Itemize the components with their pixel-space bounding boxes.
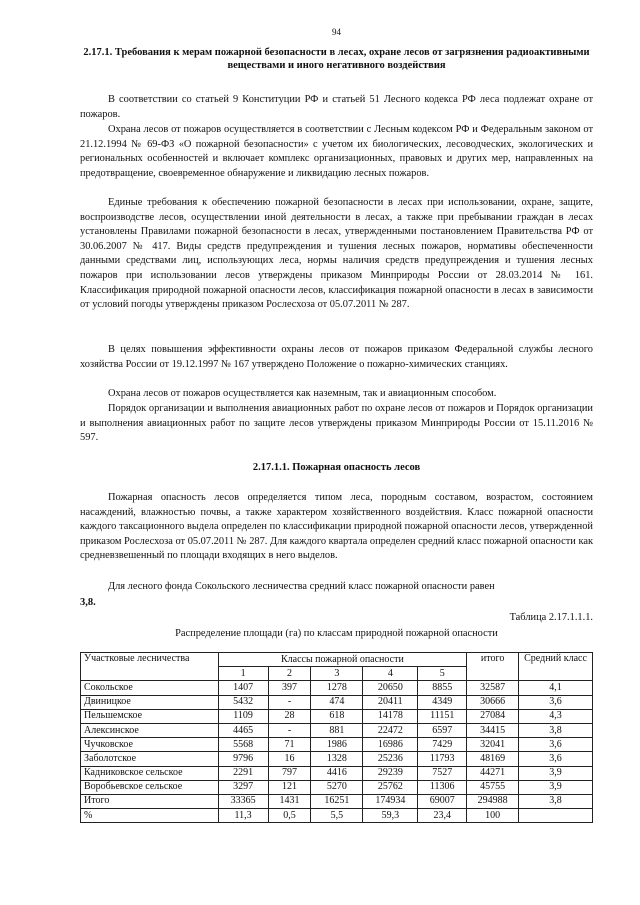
cell-class-3: 5270	[311, 780, 363, 794]
cell-average: 3,9	[519, 780, 593, 794]
cell-class-2: 397	[268, 681, 311, 695]
cell-class-4: 14178	[363, 709, 418, 723]
cell-class-1: 1109	[218, 709, 268, 723]
cell-class-2: 121	[268, 780, 311, 794]
cell-class-1: 11,3	[218, 809, 268, 823]
table-row	[81, 695, 593, 709]
cell-class-3: 474	[311, 695, 363, 709]
cell-class-5: 4349	[418, 695, 467, 709]
cell-class-5: 11306	[418, 780, 467, 794]
cell-class-4: 20411	[363, 695, 418, 709]
paragraph-1: В соответствии со статьей 9 Конституции РФ и статьей 51 Лесного кодекса РФ леса подлежат охране от пожаров.	[80, 94, 593, 120]
cell-class-2: 71	[268, 738, 311, 752]
cell-class-3: 16251	[311, 794, 363, 808]
cell-total: 30666	[467, 695, 519, 709]
row-name: Итого	[81, 794, 219, 808]
cell-average: 3,9	[519, 766, 593, 780]
cell-class-4: 16986	[363, 738, 418, 752]
cell-average: 3,6	[519, 738, 593, 752]
cell-class-2: 0,5	[268, 809, 311, 823]
cell-class-2: -	[268, 695, 311, 709]
cell-total: 48169	[467, 752, 519, 766]
cell-class-1: 9796	[218, 752, 268, 766]
header-class-2: 2	[268, 667, 311, 681]
cell-class-2: 797	[268, 766, 311, 780]
cell-class-5: 23,4	[418, 809, 467, 823]
cell-average: 4,3	[519, 709, 593, 723]
cell-class-4: 29239	[363, 766, 418, 780]
cell-total: 32041	[467, 738, 519, 752]
cell-class-5: 11151	[418, 709, 467, 723]
row-name: Заболотское	[81, 752, 219, 766]
header-class-3: 3	[311, 667, 363, 681]
cell-class-5: 69007	[418, 794, 467, 808]
average-class-value: 3,8.	[80, 597, 96, 608]
cell-total: 294988	[467, 794, 519, 808]
cell-class-5: 7429	[418, 738, 467, 752]
page-number: 94	[332, 27, 341, 37]
header-class-4: 4	[363, 667, 418, 681]
percent-row	[81, 809, 593, 823]
cell-class-1: 5432	[218, 695, 268, 709]
total-row	[81, 794, 593, 808]
section-heading: 2.17.1. Требования к мерам пожарной безопасности в лесах, охране лесов от загрязнения радиоактивными веществами и иного негативного воздействия	[83, 47, 590, 71]
header-forestry: Участковые лесничества	[81, 653, 219, 681]
header-classes: Классы пожарной опасности	[218, 653, 467, 667]
cell-total: 45755	[467, 780, 519, 794]
table-row	[81, 752, 593, 766]
cell-class-3: 1986	[311, 738, 363, 752]
table-row	[81, 738, 593, 752]
cell-average: 3,6	[519, 752, 593, 766]
cell-class-5: 11793	[418, 752, 467, 766]
cell-class-4: 25762	[363, 780, 418, 794]
cell-class-2: 1431	[268, 794, 311, 808]
table-row	[81, 723, 593, 737]
table-row	[81, 780, 593, 794]
cell-class-1: 1407	[218, 681, 268, 695]
cell-class-4: 59,3	[363, 809, 418, 823]
cell-total: 34415	[467, 723, 519, 737]
cell-average: 3,6	[519, 695, 593, 709]
table-caption: Распределение площади (га) по классам природной пожарной опасности	[175, 628, 498, 639]
cell-total: 32587	[467, 681, 519, 695]
cell-average: 4,1	[519, 681, 593, 695]
cell-class-2: 28	[268, 709, 311, 723]
cell-class-1: 3297	[218, 780, 268, 794]
cell-average	[519, 809, 593, 823]
cell-average: 3,8	[519, 723, 593, 737]
paragraph-4: В целях повышения эффективности охраны лесов от пожаров приказом Федеральной службы лесного хозяйства России от 19.12.1997 № 167 утверждено Положение о пожарно-химических станциях.	[80, 344, 593, 370]
header-total: итого	[467, 653, 519, 681]
cell-class-2: 16	[268, 752, 311, 766]
cell-class-3: 618	[311, 709, 363, 723]
table-row	[81, 766, 593, 780]
cell-class-2: -	[268, 723, 311, 737]
paragraph-7: Пожарная опасность лесов определяется типом леса, породным составом, возрастом, состоянием насаждений, влажностью почвы, а также характером хозяйственного воздействия. Класс пожарной опасности каждого таксационного выдела определен по классификации природной пожарной опасности лесов, утвержденной приказом Рослесхоза от 05.07.2011 № 287. Для каждого квартала определен средний класс пожарной опасности как средневзвешенный по площади входящих в него выделов.	[80, 492, 593, 562]
cell-class-4: 20650	[363, 681, 418, 695]
cell-class-4: 174934	[363, 794, 418, 808]
cell-class-3: 1328	[311, 752, 363, 766]
subsection-heading: 2.17.1.1. Пожарная опасность лесов	[252, 462, 421, 473]
cell-class-1: 2291	[218, 766, 268, 780]
row-name: %	[81, 809, 219, 823]
cell-class-3: 881	[311, 723, 363, 737]
cell-class-1: 4465	[218, 723, 268, 737]
table-label: Таблица 2.17.1.1.1.	[509, 612, 593, 623]
row-name: Алексинское	[81, 723, 219, 737]
row-name: Пельшемское	[81, 709, 219, 723]
paragraph-3: Единые требования к обеспечению пожарной безопасности в лесах при использовании, охране, защите, воспроизводстве лесов, осуществлении иной деятельности в лесах, а также при пребывании граждан в лесах установлены Правилами пожарной безопасности в лесах, утвержденными постановлением Правительства РФ от 30.06.2007 № 417. Виды средств предупреждения и тушения лесных пожаров, нормативы обеспеченности данными средствами лиц, использующих леса, нормы наличия средств предупреждения и тушения лесных пожаров при использовании лесов утверждены приказом Минприроды России от 28.03.2014 № 161. Классификация природной пожарной опасности лесов, классификация пожарной опасности в лесах в зависимости от условий погоды утверждены приказом Рослесхоза от 05.07.2011 № 287.	[80, 197, 593, 311]
table-row	[81, 709, 593, 723]
cell-class-5: 8855	[418, 681, 467, 695]
row-name: Кадниковское сельское	[81, 766, 219, 780]
cell-class-1: 5568	[218, 738, 268, 752]
row-name: Воробьевское сельское	[81, 780, 219, 794]
row-name: Сокольское	[81, 681, 219, 695]
cell-class-5: 6597	[418, 723, 467, 737]
cell-class-3: 5,5	[311, 809, 363, 823]
cell-class-3: 1278	[311, 681, 363, 695]
paragraph-8: Для лесного фонда Сокольского лесничества средний класс пожарной опасности равен	[108, 581, 495, 592]
cell-average: 3,8	[519, 794, 593, 808]
fire-danger-table	[80, 652, 593, 823]
cell-class-3: 4416	[311, 766, 363, 780]
cell-total: 100	[467, 809, 519, 823]
row-name: Двиницкое	[81, 695, 219, 709]
paragraph-6: Порядок организации и выполнения авиационных работ по охране лесов от пожаров и Порядок организации и выполнения авиационных работ по защите лесов утверждены приказом Минприроды России от 15.11.2016 № 597.	[80, 403, 593, 444]
cell-class-4: 22472	[363, 723, 418, 737]
cell-total: 44271	[467, 766, 519, 780]
paragraph-2: Охрана лесов от пожаров осуществляется в соответствии с Лесным кодексом РФ и Федеральным законом от 21.12.1994 № 69-ФЗ «О пожарной безопасности» с учетом их биологических, лесоводческих, экологических и региональных особенностей и включает комплекс организационных, правовых и других мер, направленных на предотвращение, своевременное обнаружение и ликвидацию лесных пожаров.	[80, 124, 593, 179]
cell-class-1: 33365	[218, 794, 268, 808]
cell-class-4: 25236	[363, 752, 418, 766]
row-name: Чучковское	[81, 738, 219, 752]
paragraph-5: Охрана лесов от пожаров осуществляется как наземным, так и авиационным способом.	[108, 388, 497, 399]
header-average: Средний класс	[519, 653, 593, 681]
cell-total: 27084	[467, 709, 519, 723]
table-row	[81, 681, 593, 695]
header-class-5: 5	[418, 667, 467, 681]
cell-class-5: 7527	[418, 766, 467, 780]
header-class-1: 1	[218, 667, 268, 681]
